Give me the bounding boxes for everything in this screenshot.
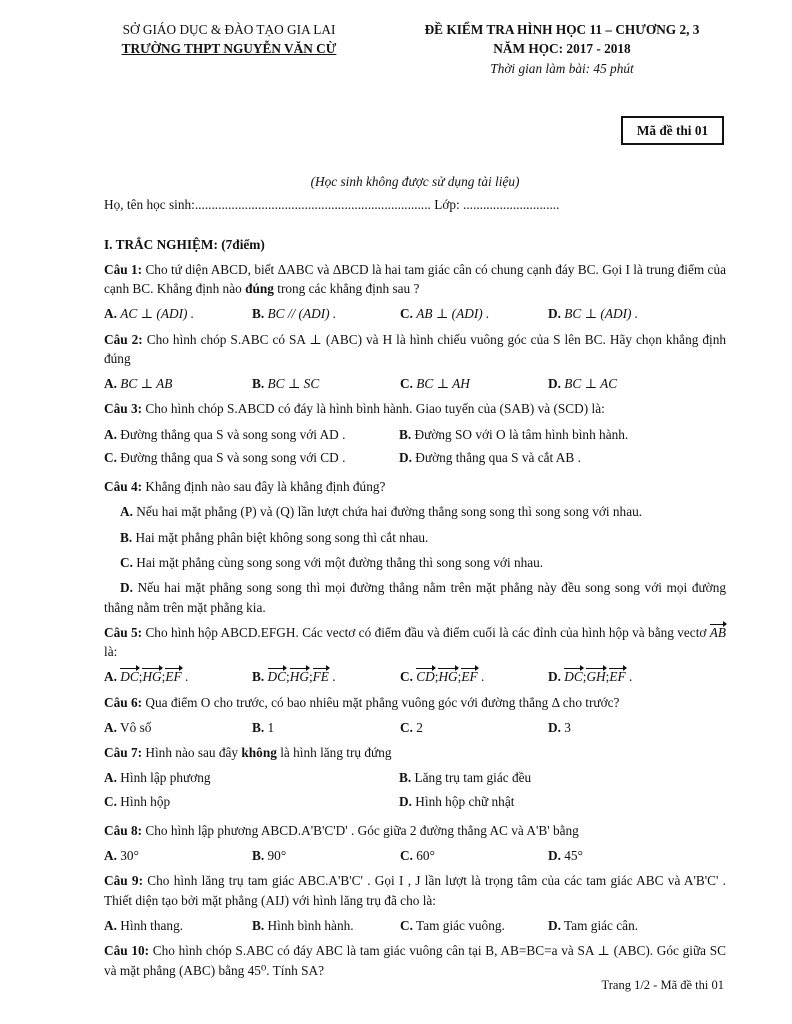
question-text: là hình lăng trụ đứng xyxy=(276,745,392,761)
option-a[interactable]: A. DC;HG;EF . xyxy=(104,667,252,686)
exam-code-box: Mã đề thi 01 xyxy=(621,116,724,145)
school-year: NĂM HỌC: 2017 - 2018 xyxy=(493,41,631,57)
option-d[interactable]: D. Tam giác cân. xyxy=(548,917,639,933)
option-d[interactable]: D. BC ⊥ AC xyxy=(548,376,618,392)
options xyxy=(104,916,726,935)
question-text: Cho hình lập phương ABCD.A'B'C'D' . Góc giữa 2 đường thẳng AC và A'B' bằng xyxy=(145,822,579,838)
options xyxy=(104,425,726,472)
option-b[interactable]: B. Lăng trụ tam giác đều xyxy=(399,770,532,786)
time-limit: Thời gian làm bài: 45 phút xyxy=(490,60,634,76)
question-text: Hình nào sau đây xyxy=(145,745,242,761)
option-c[interactable]: C. 60° xyxy=(400,848,435,864)
exam-header xyxy=(104,18,726,110)
question-text: Cho tứ diện ABCD, biết ΔABC và ΔBCD là hai tam giác cân có chung cạnh đáy BC. Gọi I là trung điểm của cạnh BC. Khẳng định nào xyxy=(104,261,727,297)
option-a[interactable]: A. AC ⊥ (ADI) . xyxy=(104,306,195,322)
question-text: Khẳng định nào sau đây là khẳng định đúng? xyxy=(145,479,386,495)
question-7 xyxy=(104,743,726,762)
student-info-line: Họ, tên học sinh:....................................................................... Lớp: ............................. xyxy=(104,197,560,213)
question-text: Cho hình hộp ABCD.EFGH. Các vectơ có điểm đầu và điểm cuối là các đỉnh của hình hộp và bằng vectơ xyxy=(145,624,710,640)
department-name: SỞ GIÁO DỤC & ĐÀO TẠO GIA LAI xyxy=(122,22,336,37)
section-title: I. TRẮC NGHIỆM: (7điểm) xyxy=(104,236,265,252)
question-text: Cho hình lăng trụ tam giác ABC.A'B'C' . Gọi I , J lần lượt là trọng tâm của các tam giác ABC và A'B'C' . Thiết diện tạo bởi mặt phẳng (AIJ) với hình lăng trụ đã cho là: xyxy=(104,873,727,908)
option-b[interactable]: B. Đường SO với O là tâm hình bình hành. xyxy=(399,426,629,442)
question-2 xyxy=(104,330,726,369)
options xyxy=(104,667,726,686)
question-10 xyxy=(104,941,726,980)
question-text: trong các khẳng định sau ? xyxy=(273,281,420,297)
option-d[interactable]: D. Đường thẳng qua S và cắt AB . xyxy=(399,449,581,465)
question-number: Câu 10: xyxy=(104,943,150,959)
options xyxy=(104,846,726,865)
option-a[interactable]: A. Hình thang. xyxy=(104,917,184,933)
exam-title: ĐỀ KIỂM TRA HÌNH HỌC 11 – CHƯƠNG 2, 3 xyxy=(424,22,700,37)
header-right xyxy=(372,20,752,78)
option-b[interactable]: B. 1 xyxy=(252,719,275,735)
options xyxy=(104,718,726,737)
question-4 xyxy=(104,477,726,496)
question-emphasis: không xyxy=(241,745,277,761)
option-d[interactable]: D. BC ⊥ (ADI) . xyxy=(548,306,639,322)
question-text: là: xyxy=(104,644,118,660)
question-5 xyxy=(104,623,726,662)
question-text: Cho hình chóp S.ABCD có đáy là hình bình hành. Giao tuyến của (SAB) và (SCD) là: xyxy=(145,401,605,417)
question-8 xyxy=(104,821,726,840)
option-b[interactable]: B. Hai mặt phẳng phân biệt không song song thì cắt nhau. xyxy=(120,529,429,545)
option-d[interactable]: D. Nếu hai mặt phẳng song song thì mọi đường thẳng nằm trên mặt phẳng này đều song song với mọi đường thẳng nằm trên mặt phẳng kia. xyxy=(104,580,726,615)
option-a[interactable]: A. 30° xyxy=(104,848,139,864)
question-number: Câu 1: xyxy=(104,261,143,277)
question-3 xyxy=(104,399,726,418)
options xyxy=(104,502,726,616)
option-a[interactable]: A. Nếu hai mặt phẳng (P) và (Q) lần lượt chứa hai đường thẳng song song thì song song với nhau. xyxy=(120,504,643,520)
question-emphasis: đúng xyxy=(245,281,274,297)
question-1 xyxy=(104,260,726,299)
question-text: Qua điểm O cho trước, có bao nhiêu mặt phẳng vuông góc với đường thẳng Δ cho trước? xyxy=(145,694,620,710)
option-a[interactable]: A. Vô số xyxy=(104,719,152,735)
question-number: Câu 2: xyxy=(104,331,143,347)
option-c[interactable]: C. Hình hộp xyxy=(104,793,171,809)
page-footer: Trang 1/2 - Mã đề thi 01 xyxy=(601,978,724,992)
question-number: Câu 9: xyxy=(104,873,143,889)
option-c[interactable]: C. CD;HG;EF . xyxy=(400,667,548,686)
option-a[interactable]: A. BC ⊥ AB xyxy=(104,376,173,392)
question-number: Câu 7: xyxy=(104,745,143,761)
option-b[interactable]: B. Hình bình hành. xyxy=(252,917,354,933)
options xyxy=(104,768,726,815)
option-c[interactable]: C. 2 xyxy=(400,719,423,735)
options xyxy=(104,304,726,323)
option-b[interactable]: B. 90° xyxy=(252,848,287,864)
question-number: Câu 5: xyxy=(104,624,143,640)
option-c[interactable]: C. AB ⊥ (ADI) . xyxy=(400,306,490,322)
option-d[interactable]: D. Hình hộp chữ nhật xyxy=(399,793,515,809)
option-b[interactable]: B. BC ⊥ SC xyxy=(252,376,320,392)
options xyxy=(104,374,726,393)
question-text: Cho hình chóp S.ABC có SA ⊥ (ABC) và H là hình chiếu vuông góc của S lên BC. Hãy chọn khẳng định đúng xyxy=(104,331,727,366)
option-b[interactable]: B. DC;HG;FE . xyxy=(252,667,400,686)
option-c[interactable]: C. BC ⊥ AH xyxy=(400,376,470,392)
question-number: Câu 3: xyxy=(104,401,143,417)
question-number: Câu 4: xyxy=(104,479,143,495)
option-a[interactable]: A. Đường thẳng qua S và song song với AD . xyxy=(104,426,346,442)
option-d[interactable]: D. 3 xyxy=(548,719,571,735)
question-number: Câu 8: xyxy=(104,822,143,838)
no-materials-note: (Học sinh không được sử dụng tài liệu) xyxy=(310,174,520,189)
vector-ab: AB xyxy=(710,623,726,642)
school-name: TRƯỜNG THPT NGUYỄN VĂN CỪ xyxy=(121,41,337,57)
option-c[interactable]: C. Hai mặt phẳng cùng song song với một đường thẳng thì song song với nhau. xyxy=(120,554,544,570)
option-d[interactable]: D. 45° xyxy=(548,848,583,864)
option-a[interactable]: A. Hình lập phương xyxy=(104,770,211,786)
option-c[interactable]: C. Tam giác vuông. xyxy=(400,917,505,933)
question-text: Cho hình chóp S.ABC có đáy ABC là tam giác vuông cân tại B, AB=BC=a và SA ⊥ (ABC). Góc giữa SC và mặt phẳng (ABC) bằng 45⁰. Tính SA? xyxy=(104,943,727,978)
question-9 xyxy=(104,871,726,910)
option-c[interactable]: C. Đường thẳng qua S và song song với CD . xyxy=(104,449,346,465)
question-6 xyxy=(104,693,726,712)
header-left xyxy=(104,20,354,59)
question-number: Câu 6: xyxy=(104,694,143,710)
option-d[interactable]: D. DC;GH;EF . xyxy=(548,667,696,686)
option-b[interactable]: B. BC // (ADI) . xyxy=(252,306,337,322)
